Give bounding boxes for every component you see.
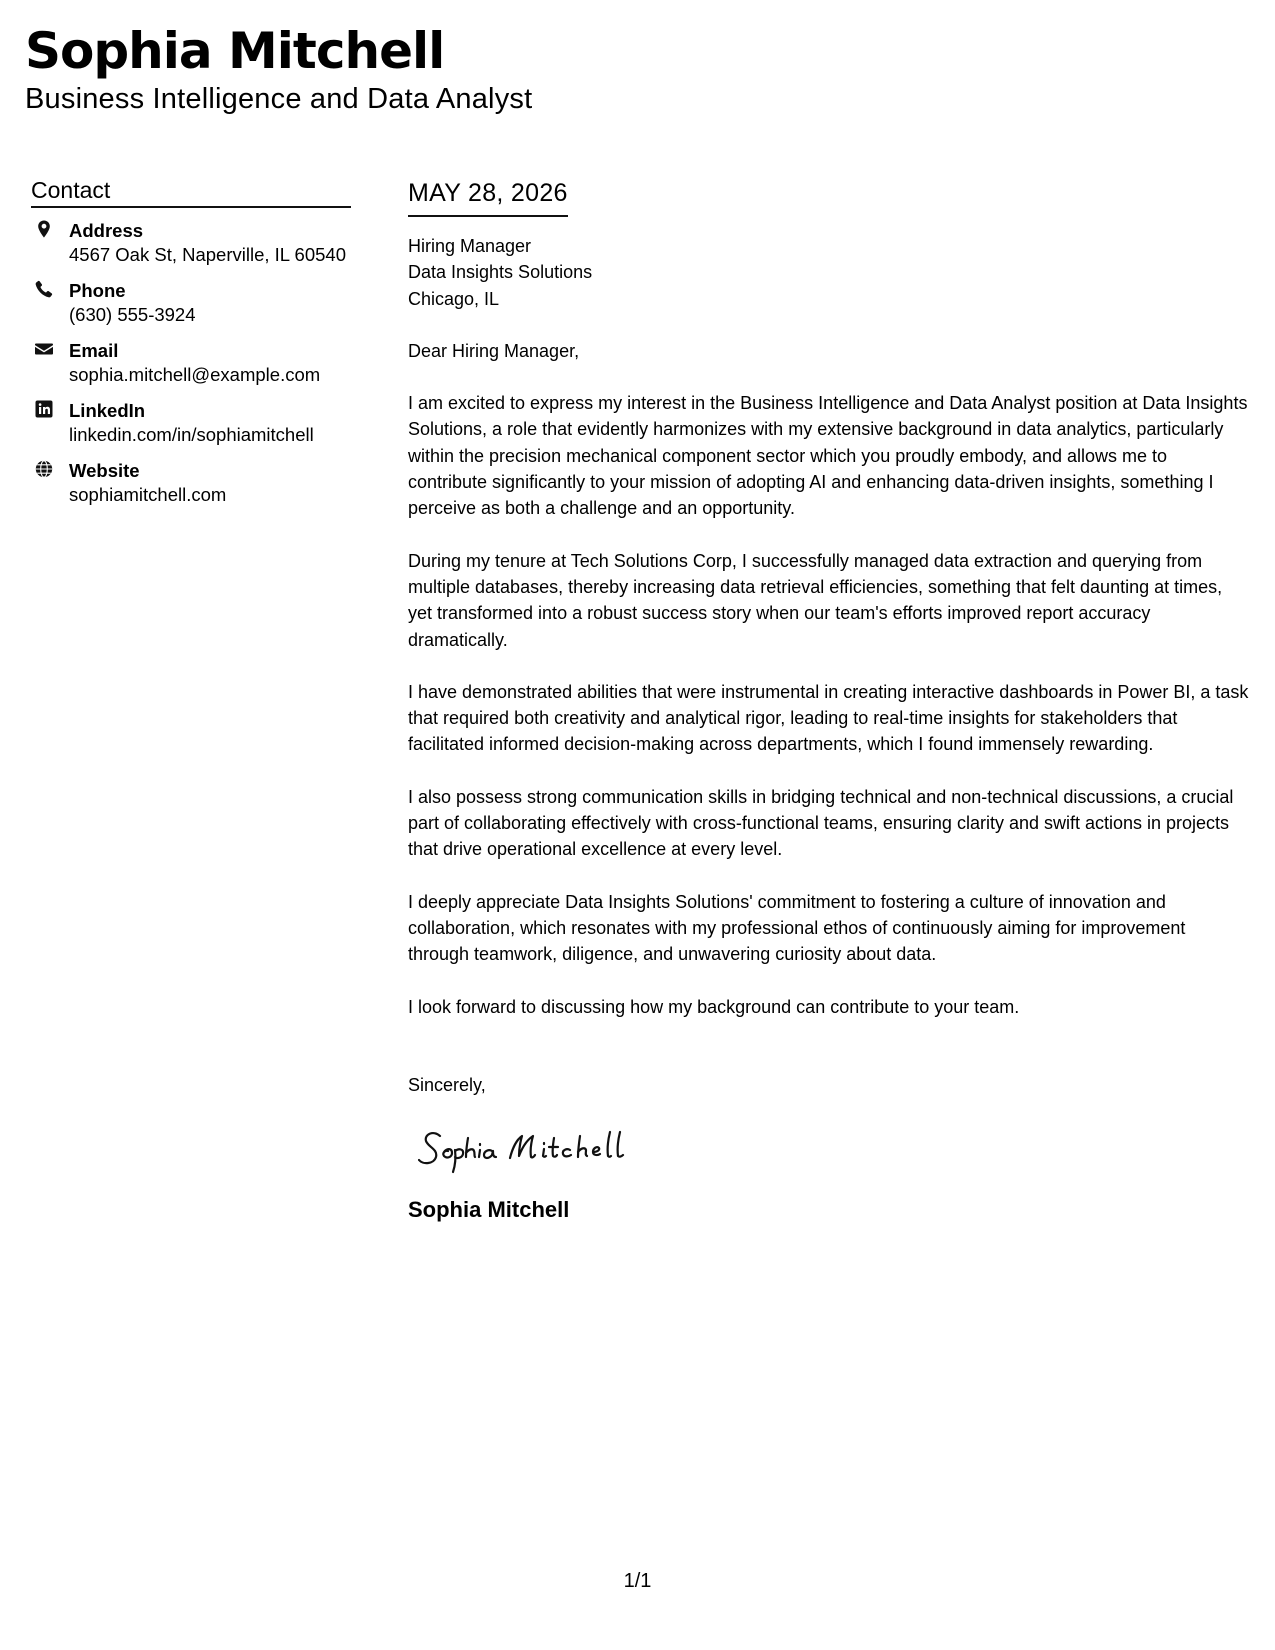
recipient-block xyxy=(408,233,1250,312)
letter-paragraph: I am excited to express my interest in the Business Intelligence and Data Analyst position at Data Insights Solutions, a role that evidently harmonizes with my extensive background in data analytics, particularly within the precision mechanical component sector which you proudly embody, and allows me to contribute significantly to your mission of adopting AI and enhancing data-driven insights, something I perceive as both a challenge and an opportunity. xyxy=(408,393,1248,519)
address-value: 4567 Oak St, Naperville, IL 60540 xyxy=(69,244,346,265)
contact-title: Contact xyxy=(31,176,351,208)
contact-item-website xyxy=(31,458,351,507)
recipient-line: Data Insights Solutions xyxy=(408,262,593,283)
letter-paragraph: I look forward to discussing how my background can contribute to your team. xyxy=(408,996,1020,1017)
contact-label: Address xyxy=(69,220,144,241)
envelope-icon xyxy=(34,339,56,361)
handwritten-signature xyxy=(418,1118,668,1178)
recipient-line: Hiring Manager xyxy=(408,236,532,256)
contact-item-phone xyxy=(31,278,351,327)
contact-item-linkedin xyxy=(31,398,351,447)
applicant-name: Sophia Mitchell xyxy=(25,22,445,80)
letter-body xyxy=(408,176,1250,1224)
contact-label: Email xyxy=(69,340,119,361)
letter-date: MAY 28, 2026 xyxy=(408,176,568,217)
letter-paragraph: I also possess strong communication skills in bridging technical and non-technical discussions, a crucial part of collaborating effectively with cross-functional teams, ensuring clarity and swift actions in projects that drive operational excellence at every level. xyxy=(408,786,1234,860)
contact-label: LinkedIn xyxy=(69,400,146,421)
contact-item-email xyxy=(31,338,351,387)
contact-label: Website xyxy=(69,460,140,481)
contact-item-address xyxy=(31,218,351,267)
signer-name: Sophia Mitchell xyxy=(408,1197,570,1223)
header xyxy=(25,20,532,116)
contact-sidebar xyxy=(31,176,351,518)
linkedin-value: linkedin.com/in/sophiamitchell xyxy=(69,424,314,445)
letter-paragraph: I deeply appreciate Data Insights Solutions' commitment to fostering a culture of innovation and collaboration, which resonates with my professional ethos of continuously aiming for improvement through teamwork, diligence, and unwavering curiosity about data. xyxy=(408,891,1186,965)
email-value: sophia.mitchell@example.com xyxy=(69,364,321,385)
recipient-line: Chicago, IL xyxy=(408,288,500,309)
greeting: Dear Hiring Manager, xyxy=(408,340,580,361)
applicant-role: Business Intelligence and Data Analyst xyxy=(25,83,533,115)
phone-value: (630) 555-3924 xyxy=(69,304,196,325)
linkedin-icon xyxy=(34,399,56,421)
map-pin-icon xyxy=(34,219,56,241)
page-number: 1/1 xyxy=(623,1570,652,1592)
globe-icon xyxy=(34,459,56,481)
letter-paragraph: I have demonstrated abilities that were instrumental in creating interactive dashboards in Power BI, a task that required both creativity and analytical rigor, leading to real-time insights for stakeholders that facilitated informed decision-making across departments, which I found immensely rewarding. xyxy=(408,681,1249,755)
letter-paragraph: During my tenure at Tech Solutions Corp, I successfully managed data extraction and querying from multiple databases, thereby increasing data retrieval efficiencies, something that felt daunting at times, yet transformed into a robust success story when our team's efforts improved report accuracy dramatically. xyxy=(408,550,1223,650)
website-value: sophiamitchell.com xyxy=(69,484,227,505)
closing: Sincerely, xyxy=(408,1074,486,1095)
contact-label: Phone xyxy=(69,280,126,301)
phone-icon xyxy=(34,279,56,301)
